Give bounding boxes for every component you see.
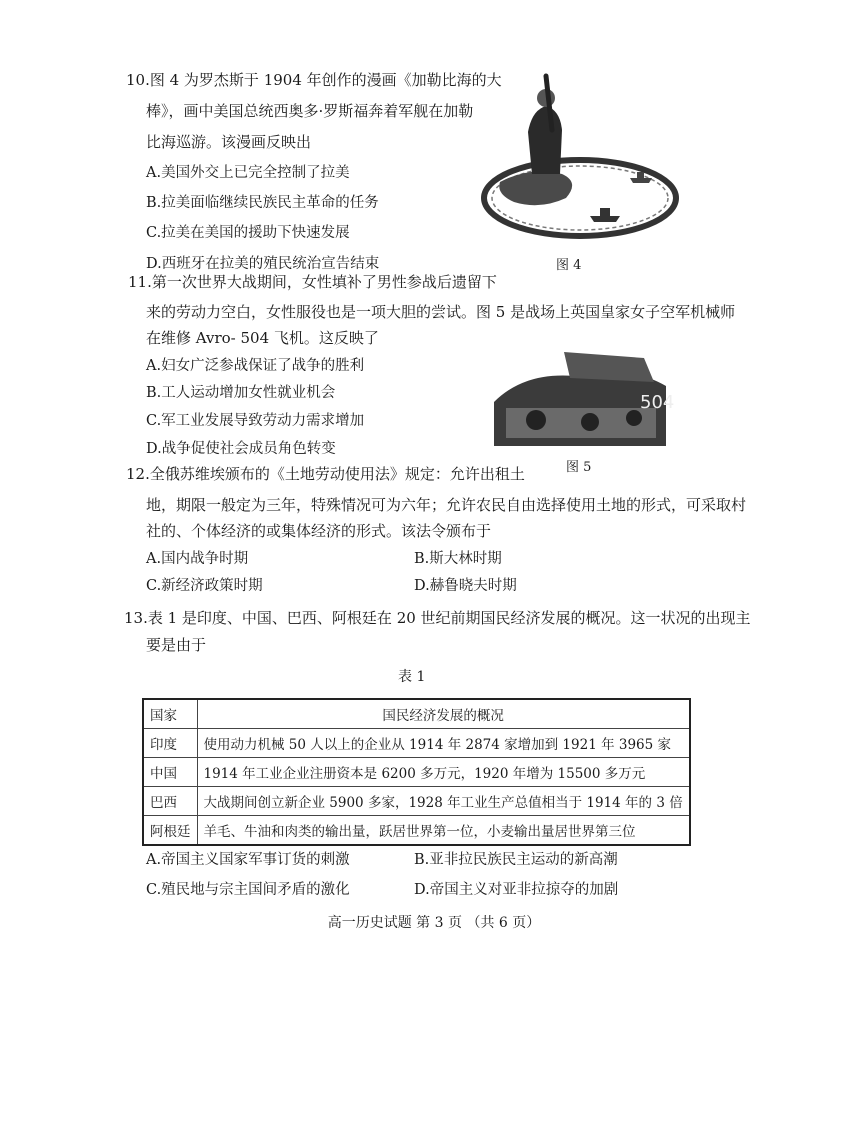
q12-option-b: B.斯大林时期 bbox=[414, 551, 502, 567]
q11-line-1: 11.第一次世界大战期间，女性填补了男性参战后遗留下 bbox=[128, 273, 497, 291]
q10-option-a: A.美国外交上已完全控制了拉美 bbox=[146, 165, 350, 181]
table-row bbox=[143, 758, 690, 787]
q13-option-b: B.亚非拉民族民主运动的新高潮 bbox=[414, 852, 618, 868]
q11-option-c: C.军工业发展导致劳动力需求增加 bbox=[146, 413, 365, 429]
table-1 bbox=[142, 698, 691, 846]
q12-option-d: D.赫鲁晓夫时期 bbox=[414, 578, 517, 594]
table-cell-overview: 1914 年工业企业注册资本是 6200 多万元，1920 年增为 15500 多万元 bbox=[197, 758, 690, 787]
figure-4-cartoon bbox=[470, 70, 682, 245]
q12-option-c: C.新经济政策时期 bbox=[146, 578, 263, 594]
q11-option-b: B.工人运动增加女性就业机会 bbox=[146, 385, 336, 401]
table-cell-country: 巴西 bbox=[143, 787, 197, 816]
q13-line-1: 13.表 1 是印度、中国、巴西、阿根廷在 20 世纪前期国民经济发展的概况。这一状况的出现主 bbox=[124, 609, 751, 627]
q13-option-a: A.帝国主义国家军事订货的刺激 bbox=[146, 852, 350, 868]
q10-option-b: B.拉美面临继续民族民主革命的任务 bbox=[146, 195, 379, 211]
q12-line-1: 12.全俄苏维埃颁布的《土地劳动使用法》规定：允许出租土 bbox=[126, 465, 525, 483]
q10-option-c: C.拉美在美国的援助下快速发展 bbox=[146, 225, 350, 241]
table-row bbox=[143, 729, 690, 758]
table-cell-overview: 羊毛、牛油和肉类的输出量，跃居世界第一位，小麦输出量居世界第三位 bbox=[197, 816, 690, 846]
figure-5-caption: 图 5 bbox=[566, 460, 592, 475]
page-footer: 高一历史试题 第 3 页 （共 6 页） bbox=[327, 915, 541, 931]
q10-line-2: 棒》，画中美国总统西奥多·罗斯福奔着军舰在加勒 bbox=[146, 102, 474, 120]
q12-line-2: 地，期限一般定为三年，特殊情况可为六年；允许农民自由选择使用土地的形式，可采取村 bbox=[146, 496, 747, 514]
table-cell-overview: 使用动力机械 50 人以上的企业从 1914 年 2874 家增加到 1921 年 3965 家 bbox=[197, 729, 690, 758]
q11-option-a: A.妇女广泛参战保证了战争的胜利 bbox=[146, 358, 365, 374]
q10-line-3: 比海巡游。该漫画反映出 bbox=[146, 133, 312, 151]
figure-5-plane-number: 504 bbox=[640, 392, 675, 413]
table-header-row bbox=[143, 699, 690, 729]
table-header-country: 国家 bbox=[143, 699, 197, 729]
table-row bbox=[143, 816, 690, 846]
q11-option-d: D.战争促使社会成员角色转变 bbox=[146, 441, 336, 457]
table-1-title: 表 1 bbox=[398, 669, 426, 685]
q13-line-2: 要是由于 bbox=[146, 636, 207, 654]
q12-line-3: 社的、个体经济的或集体经济的形式。该法令颁布于 bbox=[146, 522, 492, 540]
table-header-overview: 国民经济发展的概况 bbox=[197, 699, 690, 729]
q11-line-2: 来的劳动力空白，女性服役也是一项大胆的尝试。图 5 是战场上英国皇家女子空军机械师 bbox=[146, 303, 736, 321]
q13-option-d: D.帝国主义对亚非拉掠夺的加剧 bbox=[414, 882, 619, 898]
q10-option-d: D.西班牙在拉美的殖民统治宣告结束 bbox=[146, 256, 380, 272]
table-row bbox=[143, 787, 690, 816]
q11-line-3: 在维修 Avro- 504 飞机。这反映了 bbox=[146, 329, 379, 347]
q12-option-a: A.国内战争时期 bbox=[146, 551, 249, 567]
q10-line-1: 10.图 4 为罗杰斯于 1904 年创作的漫画《加勒比海的大 bbox=[126, 71, 502, 89]
table-cell-overview: 大战期间创立新企业 5900 多家，1928 年工业生产总值相当于 1914 年的 3 倍 bbox=[197, 787, 690, 816]
table-cell-country: 印度 bbox=[143, 729, 197, 758]
table-cell-country: 中国 bbox=[143, 758, 197, 787]
figure-4-caption: 图 4 bbox=[556, 258, 582, 273]
q13-option-c: C.殖民地与宗主国间矛盾的激化 bbox=[146, 882, 350, 898]
table-cell-country: 阿根廷 bbox=[143, 816, 197, 846]
figure-5-photo bbox=[494, 342, 675, 446]
